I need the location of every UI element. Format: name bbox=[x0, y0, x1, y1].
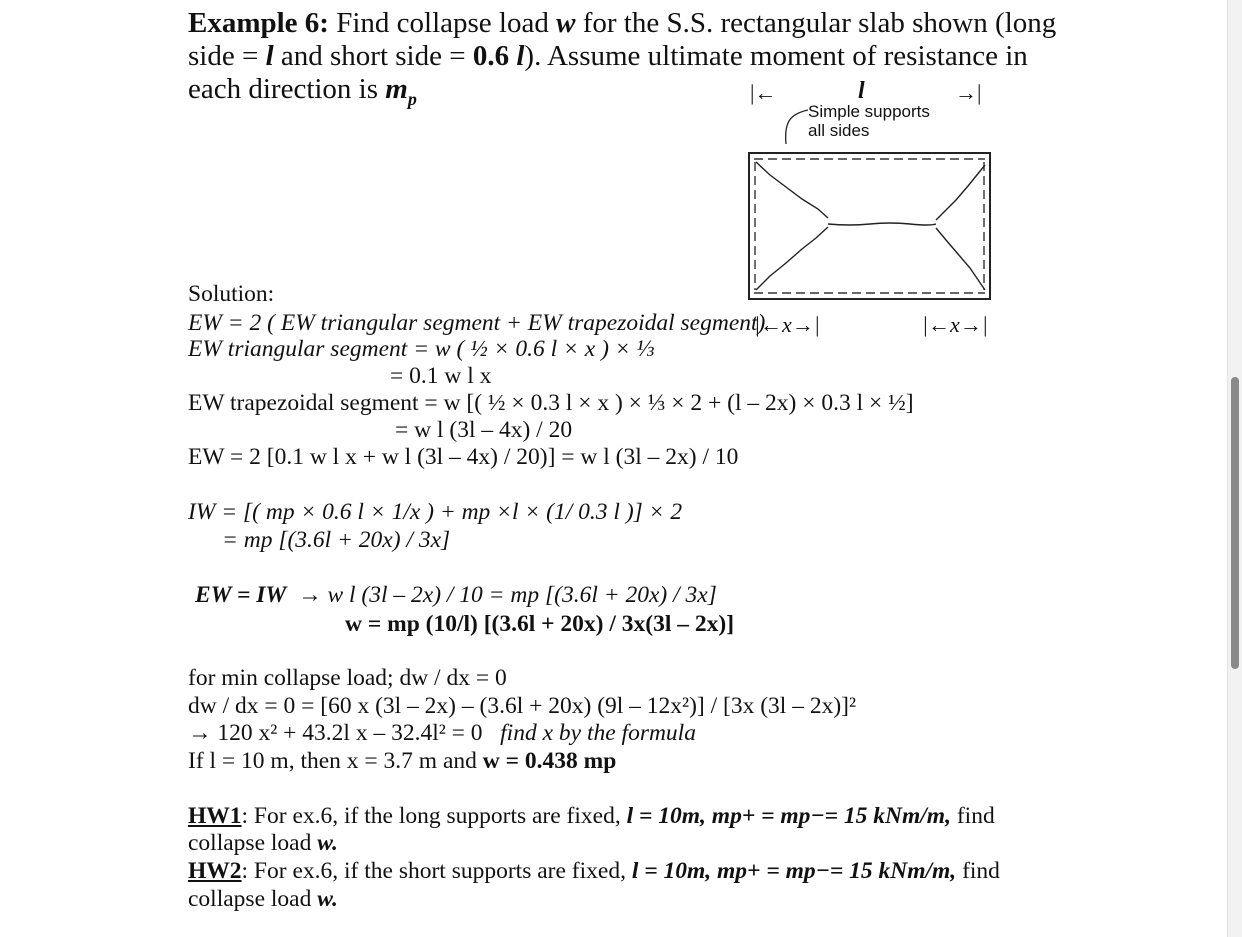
yield-line-upper-left bbox=[756, 162, 828, 218]
slab-outline bbox=[749, 153, 990, 299]
min-condition-2: dw / dx = 0 = [60 x (3l – 2x) – (3.6l + 20x) (9l – 12x²)] / [3x (3l – 2x)]² bbox=[188, 693, 857, 719]
iw-1: IW = [( mp × 0.6 l × 1/x ) + mp ×l × (1/ 0.3 l )] × 2 bbox=[188, 499, 683, 525]
ew-trapezoidal-2: = w l (3l – 4x) / 20 bbox=[395, 417, 573, 443]
x-dim-left: |←x→| bbox=[754, 312, 820, 337]
dim-left-arrow: |← bbox=[750, 80, 777, 105]
iw-2: = mp [(3.6l + 20x) / 3x] bbox=[222, 527, 451, 553]
dim-l-label: l bbox=[858, 78, 865, 104]
support-label-2: all sides bbox=[808, 121, 870, 140]
example-label: Example 6: bbox=[188, 7, 329, 39]
equation-1: EW = IW → w l (3l – 2x) / 10 = mp [(3.6l + 20x) / 3x] bbox=[195, 582, 717, 608]
yield-line-center bbox=[828, 223, 936, 225]
dim-right-arrow: →| bbox=[955, 80, 982, 105]
example-heading-line2: side = l and short side = 0.6 l). Assume ultimate moment of resistance in bbox=[188, 40, 1028, 72]
hw1-line2: collapse load w. bbox=[188, 830, 338, 856]
leader-line bbox=[786, 110, 808, 144]
vertical-scrollbar[interactable] bbox=[1227, 0, 1242, 937]
min-condition-3: → 120 x² + 43.2l x – 32.4l² = 0 find x by the formula bbox=[188, 720, 696, 746]
solution-label: Solution: bbox=[188, 281, 275, 307]
yield-line-lower-left bbox=[756, 227, 828, 290]
yield-line-upper-right bbox=[936, 165, 985, 220]
hw2-line2: collapse load w. bbox=[188, 886, 338, 912]
hw1-line1: HW1: For ex.6, if the long supports are fixed, l = 10m, mp+ = mp−= 15 kNm/m, find bbox=[188, 803, 995, 829]
yield-line-lower-right bbox=[936, 228, 985, 290]
slab-diagram bbox=[740, 100, 1000, 320]
ew-trapezoidal-1: EW trapezoidal segment = w [( ½ × 0.3 l × x ) × ⅓ × 2 + (l – 2x) × 0.3 l × ½] bbox=[188, 390, 914, 416]
ew-total: EW = 2 ( EW triangular segment + EW trapezoidal segment) bbox=[188, 310, 766, 336]
example-heading-line3: each direction is $m_p$ bbox=[188, 73, 417, 109]
hw2-label: HW2 bbox=[188, 858, 242, 884]
x-dim-right: |←x→| bbox=[922, 312, 988, 337]
scrollbar-thumb[interactable] bbox=[1231, 377, 1239, 669]
min-condition-4: If l = 10 m, then x = 3.7 m and w = 0.438 mp bbox=[188, 748, 617, 774]
hw1-label: HW1 bbox=[188, 803, 242, 829]
ew-triangular-2: = 0.1 w l x bbox=[390, 363, 492, 389]
support-label-1: Simple supports bbox=[808, 102, 930, 121]
hw2-line1: HW2: For ex.6, if the short supports are fixed, l = 10m, mp+ = mp−= 15 kNm/m, find bbox=[188, 858, 1000, 884]
example-heading-line1: Example 6: Find collapse load w for the S.S. rectangular slab shown (long bbox=[188, 7, 1057, 39]
equation-2: w = mp (10/l) [(3.6l + 20x) / 3x(3l – 2x)] bbox=[345, 611, 735, 637]
ew-sum: EW = 2 [0.1 w l x + w l (3l – 4x) / 20)] = w l (3l – 2x) / 10 bbox=[188, 444, 739, 470]
ew-triangular-1: EW triangular segment = w ( ½ × 0.6 l × x ) × ⅓ bbox=[188, 336, 655, 362]
min-condition-1: for min collapse load; dw / dx = 0 bbox=[188, 665, 507, 691]
